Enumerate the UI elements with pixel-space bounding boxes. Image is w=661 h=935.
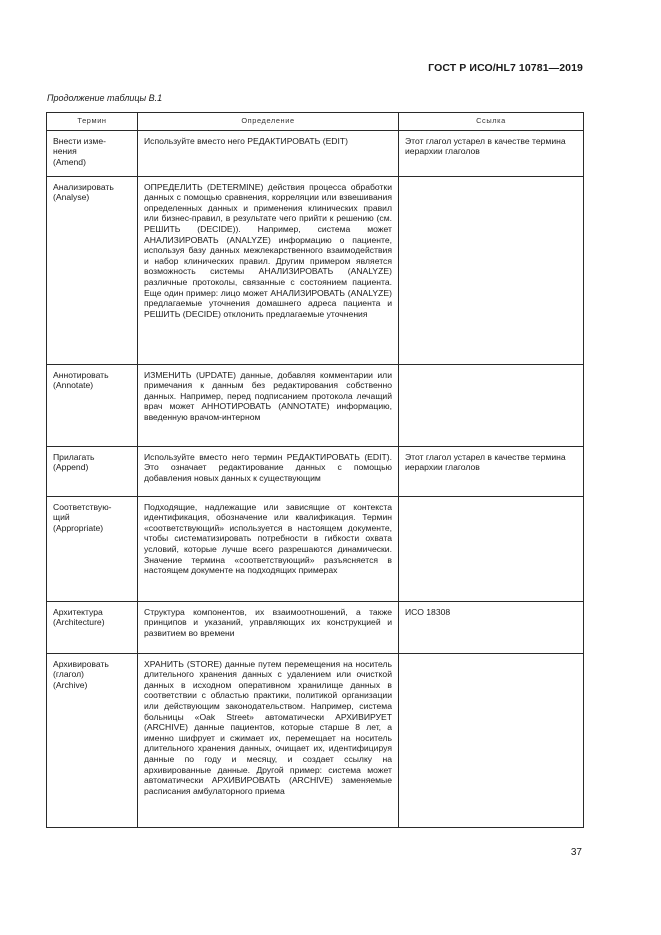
term-text: Соответствую- — [53, 501, 112, 512]
term-text: (Append) — [53, 462, 89, 473]
reference-cell — [399, 653, 584, 827]
column-header-term: Термин — [47, 113, 138, 131]
definition-cell: ХРАНИТЬ (STORE) данные путем перемещения на носитель длительного хранения данных с удалением или очисткой данных в исходном оперативном хранилище данных в соответствии с областью практики, политикой организации или действующим законодательством. Например, система больницы «Oak Street» автоматически АРХИВИРУЕТ (ARCHIVE) данные пациентов, которые старше 8 лет, а именно шифрует и сжимает их, перемещает на носитель длительного хранения данных, очищает их, идентифицируя данные по году и месяцу, и создает ссылку на архивированные данные. Другой пример: система может автоматически АРХИВИРОВАТЬ (ARCHIVE) заменяемые расписания амбулаторного приема — [138, 653, 399, 827]
table-row — [47, 364, 584, 446]
term-cell — [47, 653, 138, 827]
table-row — [47, 446, 584, 496]
term-text: Анализировать — [53, 181, 114, 192]
term-text: (Annotate) — [53, 380, 94, 391]
term-text: (Archive) — [53, 679, 88, 690]
term-text: щий — [53, 512, 70, 523]
table-row — [47, 176, 584, 364]
term-text: Прилагать — [53, 451, 95, 462]
table-caption: Продолжение таблицы В.1 — [47, 93, 163, 103]
term-cell — [47, 446, 138, 496]
definitions-table-container — [46, 112, 583, 828]
term-text: Внести изме- — [53, 135, 106, 146]
table-row — [47, 496, 584, 601]
term-text: (Amend) — [53, 156, 86, 167]
reference-cell — [399, 496, 584, 601]
definitions-table — [46, 112, 584, 828]
definition-cell: Используйте вместо него РЕДАКТИРОВАТЬ (EDIT) — [138, 130, 399, 176]
reference-cell — [399, 364, 584, 446]
reference-cell: Этот глагол устарел в качестве термина иерархии глаголов — [399, 130, 584, 176]
column-header-definition: Определение — [138, 113, 399, 131]
document-standard-code: ГОСТ Р ИСО/HL7 10781—2019 — [428, 62, 583, 74]
term-cell — [47, 130, 138, 176]
term-text: (Architecture) — [53, 617, 105, 628]
definition-cell: ИЗМЕНИТЬ (UPDATE) данные, добавляя комментарии или примечания к данным без редактирования собственно данных. Например, перед подписанием протокола лечащий врач может АННОТИРОВАТЬ (ANNOTATE) информацию, введенную врачом-интерном — [138, 364, 399, 446]
term-cell — [47, 496, 138, 601]
table-row — [47, 653, 584, 827]
term-cell — [47, 364, 138, 446]
reference-cell: ИСО 18308 — [399, 601, 584, 653]
column-header-reference: Ссылка — [399, 113, 584, 131]
term-text: Архивировать — [53, 658, 109, 669]
term-text: (глагол) — [53, 669, 85, 680]
term-cell — [47, 601, 138, 653]
reference-cell — [399, 176, 584, 364]
definition-cell: Используйте вместо него термин РЕДАКТИРОВАТЬ (EDIT). Это означает редактирование данных с помощью добавления новых данных к существующим — [138, 446, 399, 496]
page-number: 37 — [570, 847, 582, 858]
term-text: Аннотировать — [53, 369, 109, 380]
definition-cell: ОПРЕДЕЛИТЬ (DETERMINE) действия процесса обработки данных с помощью сравнения, корреляции или взвешивания определенных данных и применения клинических правил или бизнес-правил, в результате чего прийти к решению (см. РЕШИТЬ (DECIDE)). Например, система может АНАЛИЗИРОВАТЬ (ANALYZE) информацию о пациенте, используя базу данных межлекарственного взаимодействия и набор клинических правил. Другим примером является возможность системы АНАЛИЗИРОВАТЬ (ANALYZE) различные протоколы, связанные с состоянием пациента. Еще один пример: лицо может АНАЛИЗИРОВАТЬ (ANALYZE) предлагаемые уточнения домашнего адреса пациента и РЕШИТЬ (DECIDE) отклонить предлагаемые уточнения — [138, 176, 399, 364]
term-text: Архитектура — [53, 606, 103, 617]
table-row — [47, 601, 584, 653]
definition-cell: Подходящие, надлежащие или зависящие от контекста идентификация, обозначение или квалификация. Термин «соответствующий» используется в настоящем документе, чтобы систематизировать потребности в гибкости охвата условий, которые лучше всего разрешаются динамически. Значение термина «соответствующий» разъясняется в настоящем документе на подходящих примерах — [138, 496, 399, 601]
reference-cell: Этот глагол устарел в качестве термина иерархии глаголов — [399, 446, 584, 496]
term-cell — [47, 176, 138, 364]
term-text: (Appropriate) — [53, 522, 104, 533]
term-text: нения — [53, 146, 77, 157]
term-text: (Analyse) — [53, 192, 90, 203]
table-header-row — [47, 113, 584, 131]
definition-cell: Структура компонентов, их взаимоотношений, а также принципов и указаний, управляющих их конструкцией и развитием во времени — [138, 601, 399, 653]
table-row — [47, 130, 584, 176]
